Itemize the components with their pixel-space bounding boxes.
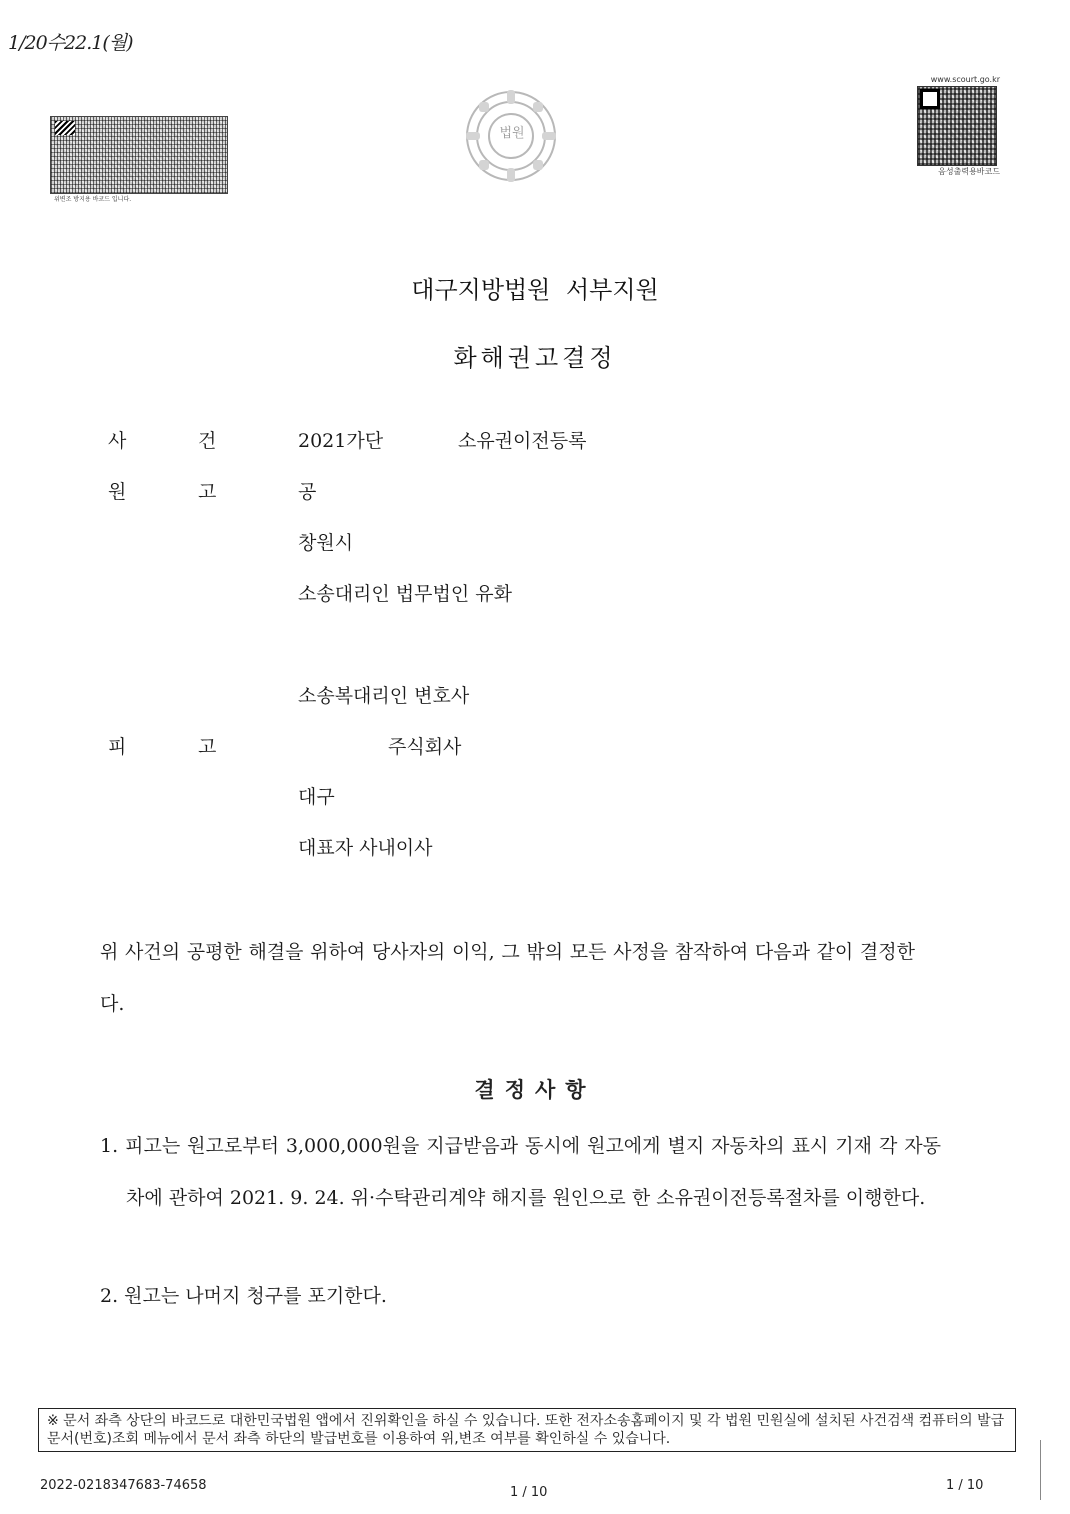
handwritten-note: 1/20수22.1(월) (8, 32, 133, 54)
decision-item-1: 1. 피고는 원고로부터 3,000,000원을 지급받음과 동시에 원고에게 별지 자동차의 표시 기재 각 자동차에 관하여 2021. 9. 24. 위·수탁관리계약 해지를 원인으로 한 소유권이전등록절차를 이행한다. (100, 1135, 941, 1209)
plaintiff-address: 창원시 (298, 532, 354, 554)
intro-paragraph: 위 사건의 공평한 해결을 위하여 당사자의 이익, 그 밖의 모든 사정을 참작하여 다음과 같이 결정한다. (100, 941, 915, 1015)
qr-caption: 음성출력용바코드 (938, 167, 1000, 176)
barcode-corner-mark (55, 121, 75, 135)
page-number-center: 1 / 10 (510, 1485, 548, 1500)
scan-edge-line (1040, 1440, 1041, 1500)
document-title: 화해권고결정 (453, 344, 617, 372)
seal-label: 법원 (499, 126, 525, 141)
defendant-representative: 대표자 사내이사 (298, 837, 433, 859)
section-title: 결정사항 (474, 1078, 596, 1102)
plaintiff-label-2: 고 (198, 481, 217, 503)
defendant-address: 대구 (298, 786, 335, 808)
page-number-right: 1 / 10 (946, 1478, 984, 1493)
issue-number: 2022-0218347683-74658 (40, 1478, 207, 1493)
case-label-2: 건 (198, 430, 217, 452)
qr-finder-mark (920, 89, 940, 109)
plaintiff-label-1: 원 (108, 481, 127, 503)
anti-forgery-barcode (50, 116, 228, 194)
authenticity-notice: ※ 문서 좌측 상단의 바코드로 대한민국법원 앱에서 진위확인을 하실 수 있습니다. 또한 전자소송홈페이지 및 각 법원 민원실에 설치된 사건검색 컴퓨터의 발급문서(번호)조회 메뉴에서 문서 좌측 하단의 발급번호를 이용하여 위,변조 여부를 확인하실 수 있습니다. (38, 1408, 1016, 1452)
plaintiff-name: 공 (298, 481, 317, 503)
plaintiff-sub-counsel: 소송복대리인 변호사 (298, 685, 470, 707)
court-name: 대구지방법원 서부지원 (411, 276, 659, 304)
plaintiff-counsel: 소송대리인 법무법인 유화 (298, 583, 512, 605)
defendant-label-1: 피 (108, 736, 127, 758)
qr-url: www.scourt.go.kr (930, 75, 1000, 84)
defendant-label-2: 고 (198, 736, 217, 758)
case-name: 소유권이전등록 (458, 430, 587, 452)
defendant-company: 주식회사 (388, 736, 462, 758)
voice-output-qr-code (917, 86, 997, 166)
case-label-1: 사 (108, 430, 127, 452)
barcode-caption: 위변조 방지용 바코드 입니다. (54, 196, 132, 203)
case-number: 2021가단 (298, 430, 384, 452)
decision-item-2: 2. 원고는 나머지 청구를 포기한다. (100, 1285, 387, 1307)
